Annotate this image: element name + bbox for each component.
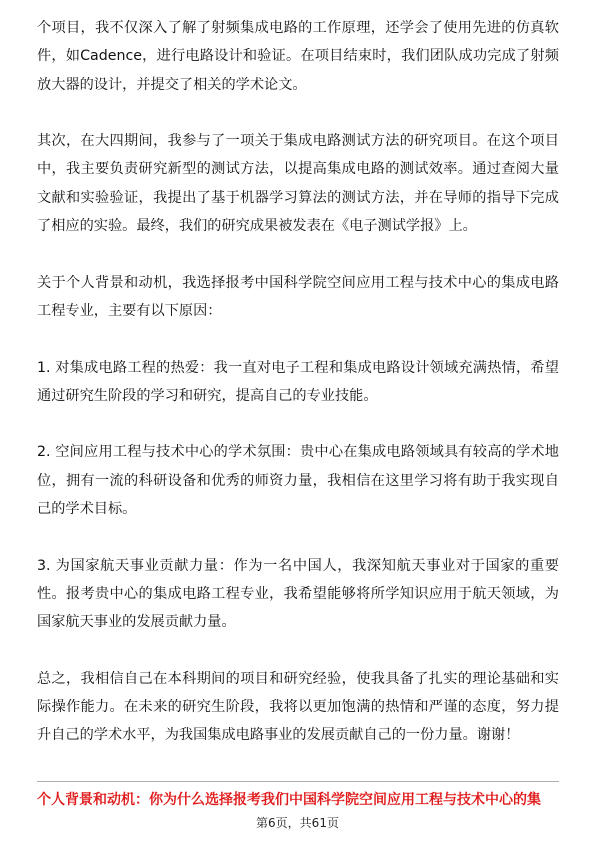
next-question-link[interactable]: 个人背景和动机：你为什么选择报考我们中国科学院空间应用工程与技术中心的集 — [37, 792, 541, 808]
page-indicator: 第6页，共61页 — [256, 816, 339, 830]
paragraph-reason-2: 2. 空间应用工程与技术中心的学术氛围：贵中心在集成电路领域具有较高的学术地位，拥有一流的科研设备和优秀的师资力量，我相信在这里学习将有助于我实现自己的学术目标。 — [37, 444, 559, 518]
paragraph-reason-3: 3. 为国家航天事业贡献力量：作为一名中国人，我深知航天事业对于国家的重要性。报考贵中心的集成电路工程专业，我希望能够将所学知识应用于航天领域，为国家航天事业的发展贡献力量。 — [37, 557, 559, 631]
paragraph-conclusion: 总之，我相信自己在本科期间的项目和研究经验，使我具备了扎实的理论基础和实际操作能力。在未来的研究生阶段，我将以更加饱满的热情和严谨的态度，努力提升自己的学术水平，为我国集成电路事业的发展贡献自己的一份力量。谢谢！ — [37, 670, 559, 744]
document-body — [37, 14, 559, 750]
paragraph-background-intro: 关于个人背景和动机，我选择报考中国科学院空间应用工程与技术中心的集成电路工程专业，主要有以下原因： — [37, 274, 559, 319]
paragraph-reason-1: 1. 对集成电路工程的热爱：我一直对电子工程和集成电路设计领域充满热情，希望通过研究生阶段的学习和研究，提高自己的专业技能。 — [37, 359, 559, 404]
footer-divider — [37, 781, 559, 782]
paragraph-project-continuation: 个项目，我不仅深入了解了射频集成电路的工作原理，还学会了使用先进的仿真软件，如Cadence，进行电路设计和验证。在项目结束时，我们团队成功完成了射频放大器的设计，并提交了相关的学术论文。 — [37, 20, 559, 93]
paragraph-testing-research: 其次，在大四期间，我参与了一项关于集成电路测试方法的研究项目。在这个项目中，我主要负责研究新型的测试方法，以提高集成电路的测试效率。通过查阅大量文献和实验验证，我提出了基于机器学习算法的测试方法，并在导师的指导下完成了相应的实验。最终，我们的研究成果被发表在《电子测试学报》上。 — [37, 133, 559, 235]
